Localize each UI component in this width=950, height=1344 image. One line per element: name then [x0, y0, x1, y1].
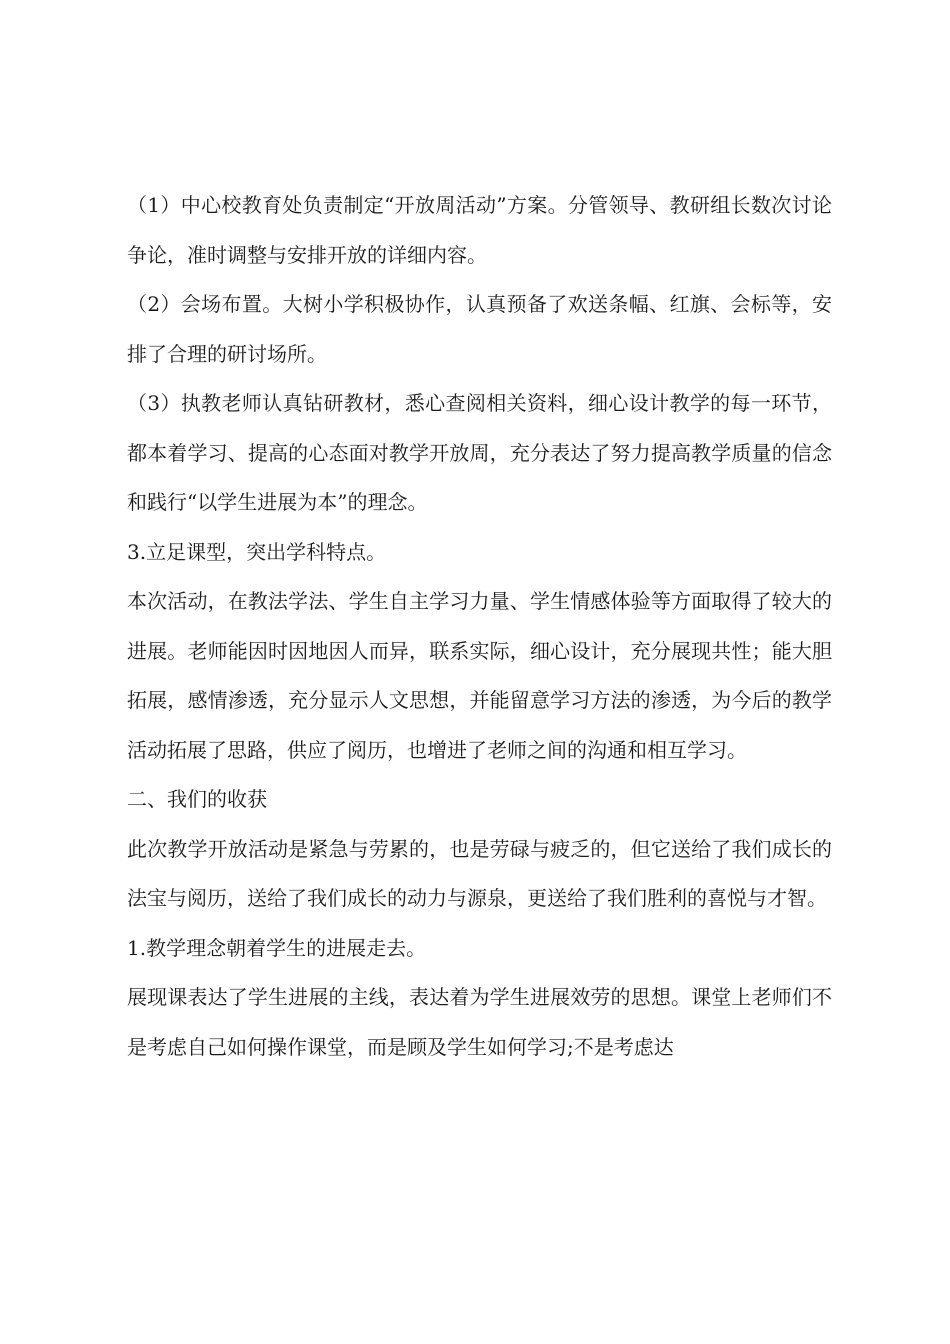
paragraph-teaching-concept: 展现课表达了学生进展的主线，表达着为学生进展效劳的思想。课堂上老师们不是考虑自己如何操作课堂，而是顾及学生如何学习;不是考虑达: [127, 985, 832, 1059]
paragraph-harvest-intro: 此次教学开放活动是紧急与劳累的，也是劳碌与疲乏的，但它送给了我们成长的法宝与阅历，送给了我们成长的动力与源泉，更送给了我们胜利的喜悦与才智。: [127, 836, 832, 910]
section-heading-1: 1.教学理念朝着学生的进展走去。: [127, 935, 427, 960]
document-body: [127, 181, 832, 1072]
paragraph-activity-summary: 本次活动，在教法学法、学生自主学习力量、学生情感体验等方面取得了较大的进展。老师能因时因地因人而异，联系实际，细心设计，充分展现共性；能大胆拓展，感情渗透，充分显示人文思想，并能留意学习方法的渗透，为今后的教学活动拓展了思路，供应了阅历，也增进了老师之间的沟通和相互学习。: [127, 589, 832, 762]
paragraph-item-3: （3）执教老师认真钻研教材，悉心查阅相关资料，细心设计教学的每一环节，都本着学习、提高的心态面对教学开放周，充分表达了努力提高教学质量的信念和践行“以学生进展为本”的理念。: [127, 391, 832, 514]
paragraph-item-2: （2）会场布置。大树小学积极协作，认真预备了欢送条幅、红旗、会标等，安排了合理的研讨场所。: [127, 292, 832, 366]
paragraph-item-1: （1）中心校教育处负责制定“开放周活动”方案。分管领导、教研组长数次讨论争论，准时调整与安排开放的详细内容。: [127, 193, 832, 267]
section-heading-harvest: 二、我们的收获: [127, 787, 267, 811]
section-heading-3: 3.立足课型，突出学科特点。: [127, 539, 387, 564]
